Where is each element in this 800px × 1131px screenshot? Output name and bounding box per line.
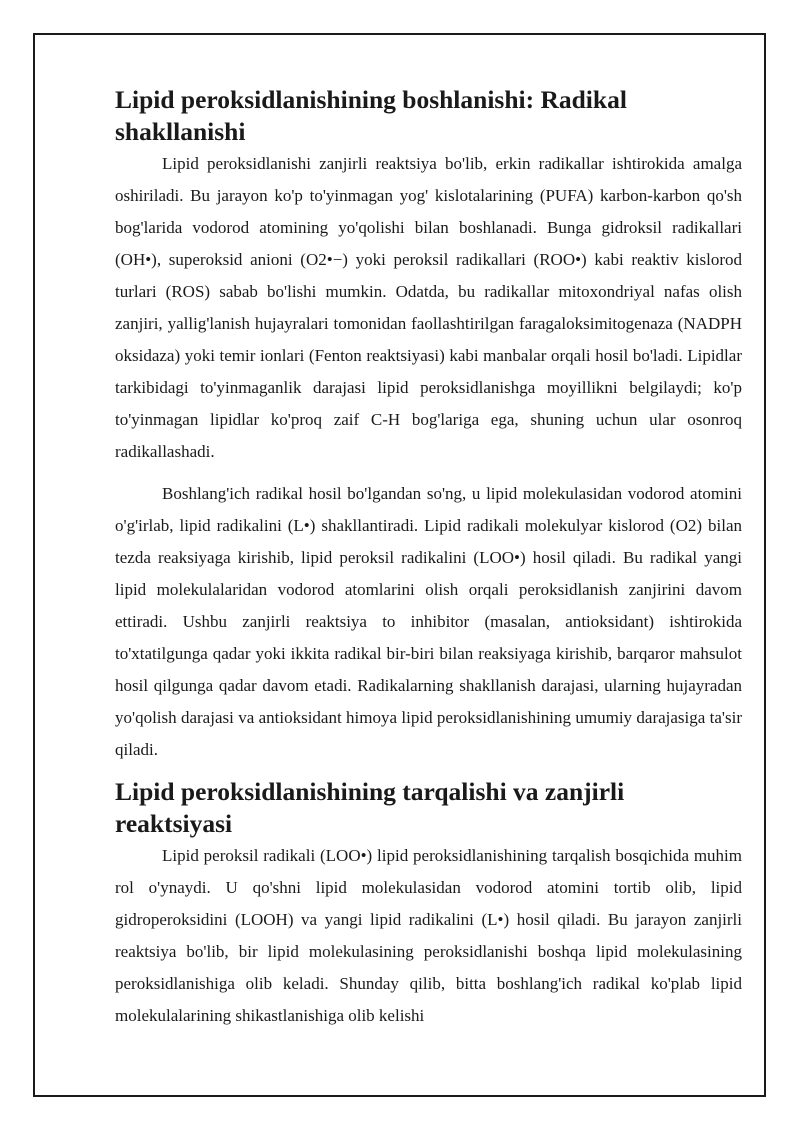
paragraph-initiation-1: Lipid peroksidlanishi zanjirli reaktsiya bo'lib, erkin radikallar ishtirokida amalga oshiriladi. Bu jarayon ko'p to'yinmagan yog' kislotalarining (PUFA) karbon-karbon qo'sh bog'larida vodorod atomining yo'qolishi bilan boshlanadi. Bunga gidroksil radikallari (OH•), superoksid anioni (O2•−) yoki peroksil radikallari (ROO•) kabi reaktiv kislorod turlari (ROS) sabab bo'lishi mumkin. Odatda, bu radikallar mitoxondriyal nafas olish zanjiri, yallig'lanish hujayralari tomonidan faollashtirilgan faragaloksimitogenaza (NADPH oksidaza) yoki temir ionlari (Fenton reaktsiyasi) kabi manbalar orqali hosil bo'ladi. Lipidlar tarkibidagi to'yinmaganlik darajasi lipid peroksidlanishga moyillikni belgilaydi; ko'p to'yinmagan lipidlar ko'proq zaif C-H bog'lariga ega, shuning uchun ular osonroq radikallashadi. (115, 154, 742, 461)
section-heading-propagation: Lipid peroksidlanishining tarqalishi va zanjirli reaktsiyasi (115, 777, 625, 838)
section-heading-initiation: Lipid peroksidlanishining boshlanishi: Radikal shakllanishi (115, 85, 627, 146)
paragraph-initiation-2: Boshlang'ich radikal hosil bo'lgandan so'ng, u lipid molekulasidan vodorod atomini o'g'irlab, lipid radikalini (L•) shakllantiradi. Lipid radikali molekulyar kislorod (O2) bilan tezda reaksiyaga kirishib, lipid peroksil radikalini (LOO•) hosil qiladi. Bu radikal yangi lipid molekulalaridan vodorod atomlarini olish orqali peroksidlanish zanjirini davom ettiradi. Ushbu zanjirli reaktsiya to inhibitor (masalan, antioksidant) ishtirokida to'xtatilgunga qadar yoki ikkita radikal bir-biri bilan reaksiyaga kirishib, barqaror mahsulot hosil qilgunga qadar davom etadi. Radikalarning shakllanish darajasi, ularning hujayradan yo'qolish darajasi va antioksidant himoya lipid peroksidlanishining umumiy darajasiga ta'sir qiladi. (115, 484, 742, 759)
document-body (115, 84, 742, 1032)
paragraph-propagation-1: Lipid peroksil radikali (LOO•) lipid peroksidlanishining tarqalish bosqichida muhim rol o'ynaydi. U qo'shni lipid molekulasidan vodorod atomini tortib olib, lipid gidroperoksidini (LOOH) va yangi lipid radikalini (L•) hosil qiladi. Bu jarayon zanjirli reaktsiya bo'lib, bir lipid molekulasining peroksidlanishi boshqa lipid molekulasining peroksidlanishiga olib keladi. Shunday qilib, bitta boshlang'ich radikal ko'plab lipid molekulalarining shikastlanishiga olib kelishi (115, 846, 742, 1025)
